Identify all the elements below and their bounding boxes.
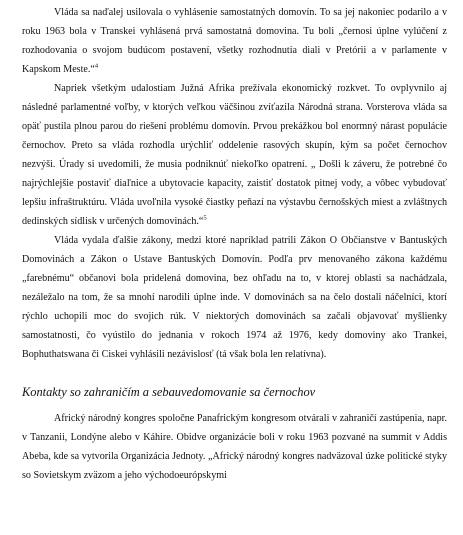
section-heading: Kontakty so zahraničím a sebauvedomovanie sa černochov xyxy=(22,385,316,399)
paragraph-2-text: Napriek všetkým udalostiam Južná Afrika prežívala ekonomický rozkvet. To ovplyvnilo aj následné parlamentné voľby, v ktorých veľkou väčšinou zvíťazila Národná strana. Vorsterova vláda sa opäť pustila plnou parou do riešení problému domovín. Prvou prekážkou bol enormný nárast populácie černochov. Preto sa vláda rozhodla urýchliť oddelenie rasových skupín, kým sa počet černochov nezvýši. Úrady si uvedomili, že musia podniknúť niekoľko opatrení. „ Došli k záveru, že potrebné čo najrýchlejšie postaviť diaľnice a ubytovacie kapacity, zaistiť dostatok pitnej vody, a vôbec vybudovať lepšiu infraštruktúru. Vláda uvoľnila vysoké čiastky peňazí na výstavbu černošských miest a zvláštnych dedinských sídlisk v určených domovinách.“ xyxy=(22,83,447,227)
footnote-ref-4: 4 xyxy=(94,62,99,70)
paragraph-3 xyxy=(0,231,463,364)
paragraph-2 xyxy=(0,79,463,231)
paragraph-4 xyxy=(0,409,463,485)
paragraph-1-text: Vláda sa naďalej usilovala o vyhlásenie samostatných domovín. To sa jej nakoniec podarilo a v roku 1963 bola v Transkei vyhlásená prvá samostatná domovina. Tu boli „černosi úplne vylúčení z rozhodovania o svojom budúcom postavení, všetky rozhodnutia diali v Pretórii a v parlamente v Kapskom Meste.“ xyxy=(22,7,447,75)
paragraph-3-text: Vláda vydala ďalšie zákony, medzi ktoré napríklad patrili Zákon O Občianstve v Bantuských Domovinách a Zákon o Ustave Bantuských Domovín. Podľa prv menovaného zákona každému „farebnému“ občanovi bola pridelená domovina, bez ohľadu na to, v ktorej oblasti sa nachádzala, nezáležalo na tom, že sa mnohí narodili úplne inde. V domovinách sa na čelo dostali náčelníci, ktorí rýchlo uchopili moc do svojich rúk. V niektorých domovinách sa začali objavovať myšlienky samostatnosti, čo vyústilo do jednania v rokoch 1974 až 1976, kedy domoviny ako Trankei, Bophuthatswana či Ciskei vyhlásili nezávislosť (tá však bola len relatívna). xyxy=(22,235,447,360)
paragraph-1 xyxy=(0,0,463,79)
footnote-ref-5: 5 xyxy=(203,214,207,222)
paragraph-4-text: Africký národný kongres spoločne Panafrickým kongresom otvárali v zahraničí zastúpenia, napr. v Tanzanii, Londýne alebo v Káhire. Obidve organizácie boli v roku 1963 pozvané na summit v Addis Abeba, kde sa vytvorila Organizácia Jednoty. „Africký národný kongres nadväzoval úzke politické styky so Sovietskym zväzom a jeho východoeurópskymi xyxy=(22,413,447,481)
